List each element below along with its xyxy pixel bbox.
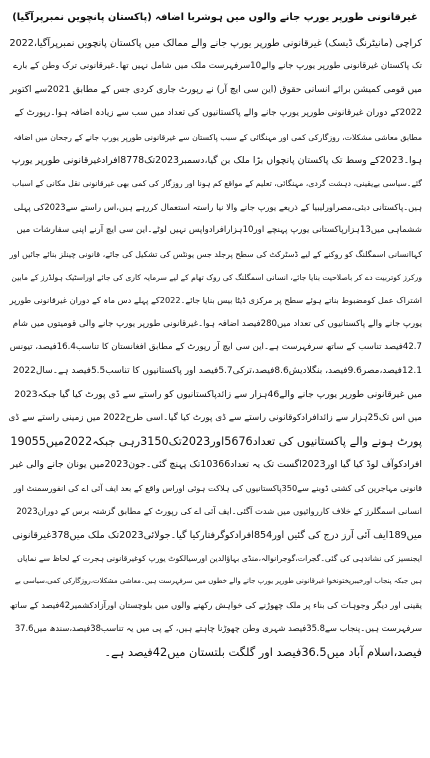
article-line: یقینی اور دیگر وجوہات کی بناء پر ملک چھوڑنے کی خواہش رکھنے والوں میں بلوچستان اورآزادکشمیر42فیصد کے ساتھ (9, 599, 422, 610)
article-line: ہیں جبکہ پنجاب اورخیبرپختونخوا غیرقانونی طورپر یورپ جانے والے خطوں میں سرفہرست ہیں۔معاشی مشکلات،روزگارکی کمی،سیاسی بے (14, 577, 422, 586)
article-line: قانونی مہاجرین کی کشتی ڈوبنے سے350پاکستانیوں کی ہلاکت ہوئی اوراس واقع کے بعد ایف آئی اے کی انفورسمنٹ اور (13, 482, 422, 493)
article-line: میں قومی کمیشن برائے انسانی حقوق (این سی ایچ آر) نے رپورٹ جاری کردی جس کے مطابق 2021سے اکتوبر (9, 84, 422, 95)
article-line: تک پاکستان غیرقانونی طورپر یورپ جانے والے10سرفہرست ملک میں شامل نہیں تھا۔غیرقانونی ترک وطن کے بارے (13, 61, 422, 72)
article-line: 12.1فیصد،مصر9.6فیصد، بنگلادیش8.6فیصد،ترکی5.7فیصد اور پاکستانیوں کا تناسب5.5فیصد ہے۔سال2022 (12, 365, 422, 376)
article-line: کہاانسانی اسمگلنگ کو روکنے کے لیے ڈسٹرکٹ کی سطح پرجلد جس یونٹس کی تشکیل کی جائے، قانونی چینلز بنائے جائیں اور (9, 249, 422, 259)
article-line: ایجنسیز کی نشاندہی کی گئی۔گجرات،گوجرانوالہ،منڈی بہاؤالدین اورسیالکوٹ یورپ کوغیرقانونی ہجرت کے لحاظ سے نمایاں (17, 553, 422, 563)
article-line: 2022کے دوران غیرقانونی طورپر یورپ جانے والے پاکستانیوں کی تعداد میں سب سے زیادہ اضافہ ہوا۔رپورٹ کے (14, 108, 422, 119)
article-body (8, 32, 422, 664)
article-line: گئے۔سیاسی بےیقینی، دہشت گردی، مہنگائی، تعلیم کے مواقع کم ہونا اور روزگار کی کمی بھی غیرقانونی نقل مکانی کے اسباب (12, 179, 422, 189)
article-headline: غیرقانونی طورپر یورپ جانے والوں میں ہوشربا اضافہ (پاکستان پانچویں نمبرپرآگیا) (12, 12, 418, 23)
article-line: کراچی (مانیٹرنگ ڈیسک) غیرقانونی طورپر یورپ جانے والے ممالک میں پاکستان پانچویں نمبرپرآگیا،2022 (9, 38, 422, 49)
article-line: ورکرز کوتربیت دے کر باصلاحیت بنایا جائے، انسانی اسمگلنگ کی روک تھام کے لیے سرمایہ کاری کی جائے اوراسٹیک ہولڈرز کے مابین (11, 273, 422, 283)
article-line: سرفہرست ہیں۔پنجاب سے35.8فیصد شہری وطن چھوڑنا چاہتے ہیں، کے پی میں یہ تناسب38فیصد،سندھ میں37.6 (14, 623, 422, 634)
article-line: مطابق معاشی مشکلات، روزگارکی کمی اور مہنگائی کے سبب پاکستان سے غیرقانونی طورپر یورپ جانے کے رجحان میں اضافہ (13, 132, 422, 142)
article-line: ہوا۔2023کے وسط تک پاکستان پانچواں بڑا ملک بن گیا،دسمبر2023تک8778افرادغیرقانونی طورپر یورپ (11, 155, 422, 167)
article-line: ہیں۔پاکستانی دبئی،مصراورلیبیا کے ذریعے یورپ جانے والا نیا راستہ استعمال کررہے ہیں،اس راستے سے2023کی پہلی (13, 201, 422, 212)
article-line: یورپ جانے والے پاکستانیوں کی تعداد میں280فیصد اضافہ ہوا۔غیرقانونی طورپر یورپ جانے والی قومیتوں میں شام (12, 318, 422, 329)
article-line: اشتراک عمل کومضبوط بناتے ہوئے سطح پر مرکزی ڈیٹا بیس بنایا جائے۔2022کے پہلے دس ماہ کے دوران غیرقانونی طورپر (9, 295, 422, 306)
article-line: 42.7فیصد تناسب کے ساتھ سرفہرست ہے۔این سی ایچ آر رپورٹ کے مطابق افغانستان کا تناسب16.4فیصد، تیونس (9, 342, 422, 353)
article-line: افرادکوآف لوڈ کیا گیا اور2023اگست تک یہ تعداد10366تک پہنچ گئی۔جون2023میں یونان جانے والی غیر (10, 459, 422, 471)
article-line: انسانی اسمگلرز کے خلاف کارروائیوں میں شدت آگئی۔ایف آئی اے کی رپورٹ کے مطابق گزشتہ برس کے دوران2023 (16, 506, 422, 517)
article-line: میں اس تک25ہزار سے زائدافرادکوقانونی راستے سے ڈی پورٹ کیا گیا۔اسی طرح2022 میں زمینی راستے سے ڈی (8, 412, 422, 423)
article-line: فیصد،اسلام آباد میں36.5فیصد اور گلگت بلتستان میں42فیصد ہے۔ (104, 644, 422, 659)
article-line: میں غیرقانونی طورپر یورپ جانے والے46ہزار سے زائدپاکستانیوں کو راستے سے ڈی پورٹ کیا گیا جبکہ2023 (14, 389, 422, 401)
article-line: پورٹ ہونے والے پاکستانیوں کی تعداد5676اور2023تک3150رہی جبکہ2022میں19055 (10, 434, 422, 448)
article-line: ششماہی میں13ہزارپاکستانی یورپ پہنچے اور10ہزارافرادواپس نہیں لوٹے۔این سی ایچ آرنے اپنی سفارشات میں (16, 225, 422, 236)
article-line: میں189ایف آئی آرز درج کی گئیں اور854افرادکوگرفتارکیا گیا۔جولائی2023تک ملک میں378غیرقانونی (12, 529, 422, 541)
